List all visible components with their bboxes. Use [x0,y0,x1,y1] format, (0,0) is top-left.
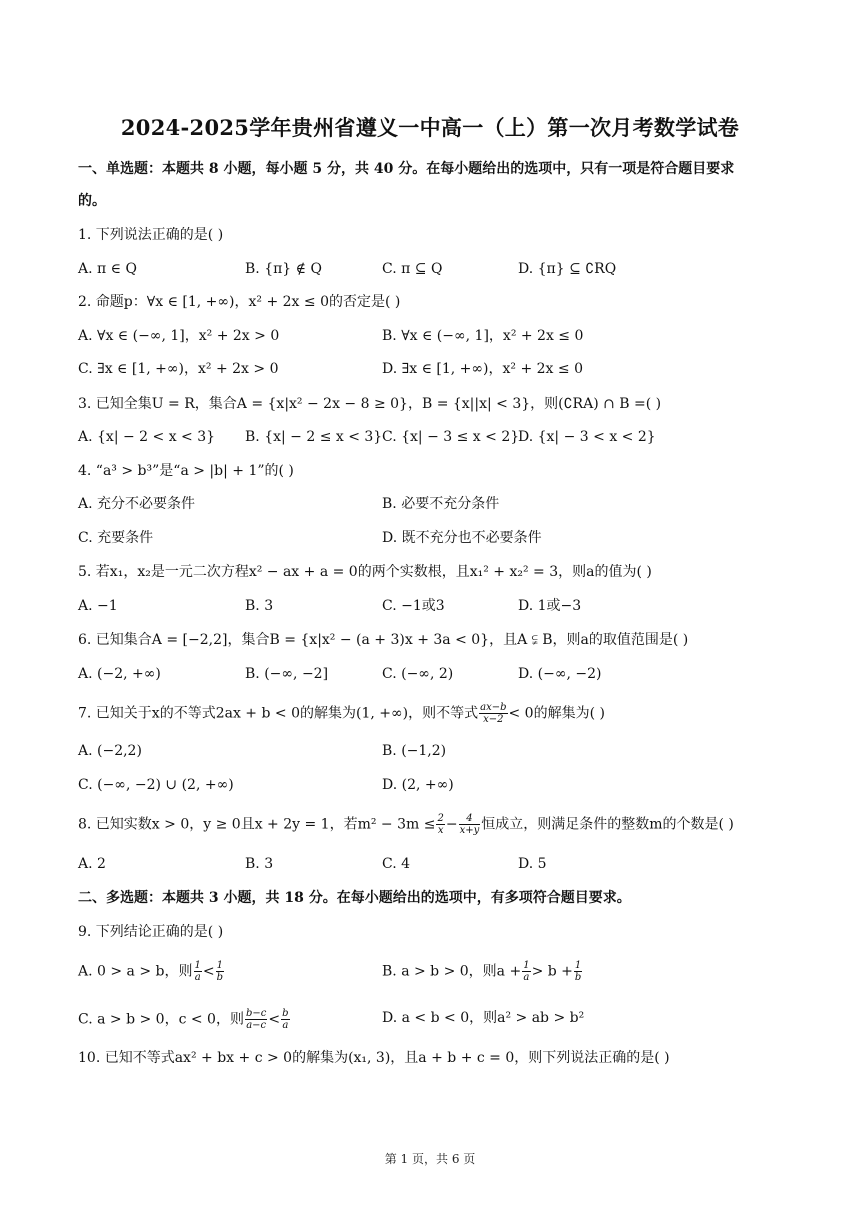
fraction-numerator: 1 [574,960,582,971]
question-3-option-d: D. {x| − 3 < x < 2} [518,429,656,445]
question-10-stem: 10. 已知不等式ax² + bx + c > 0的解集为(x₁, 3)，且a + b + c = 0，则下列说法正确的是( ) [78,1050,670,1066]
minus-sign: − [445,816,458,833]
question-6-option-a: A. (−2, +∞) [78,666,161,682]
fraction-denominator: b [216,972,224,983]
option-text: C. a > b > 0，c < 0，则 [78,1011,244,1028]
fraction-numerator: ax−b [480,702,507,713]
fraction-denominator: x+y [459,825,480,836]
question-8-fraction-2 [459,813,481,836]
fraction-numerator: 1 [194,960,201,971]
fraction-denominator: x−2 [483,714,504,725]
question-5-option-a: A. −1 [78,598,118,614]
fraction-denominator: x [437,825,444,836]
option-text: < [268,1011,281,1028]
question-1-stem: 1. 下列说法正确的是( ) [78,227,224,243]
question-6-option-d: D. (−∞, −2) [518,666,602,682]
fraction [281,1008,289,1031]
question-4-option-c: C. 充要条件 [78,530,154,546]
question-8-fraction-1 [436,813,444,836]
question-5-option-b: B. 3 [245,598,274,614]
fraction-numerator: 4 [459,813,481,825]
question-3-option-b: B. {x| − 2 ≤ x < 3} [245,429,383,445]
question-7-stem-part-2: < 0的解集为( ) [508,705,605,722]
option-text: B. a > b > 0，则a + [382,963,522,980]
question-7-fraction [479,702,507,725]
question-8-stem-part-1: 8. 已知实数x > 0，y ≥ 0且x + 2y = 1，若m² − 3m ≤ [78,816,436,833]
question-7-option-a: A. (−2,2) [78,743,142,759]
question-7-option-d: D. (2, +∞) [382,777,454,793]
section-2-heading: 二、多选题：本题共 3 小题，共 18 分。在每小题给出的选项中，有多项符合题目要求。 [78,890,631,906]
question-6-option-b: B. (−∞, −2] [245,666,329,682]
question-1-option-b: B. {π} ∉ Q [245,261,322,277]
question-9-option-b [382,960,583,983]
fraction-denominator: a [282,1020,289,1031]
question-9-stem: 9. 下列结论正确的是( ) [78,924,224,940]
question-5-stem: 5. 若x₁，x₂是一元二次方程x² − ax + a = 0的两个实数根，且x₁² + x₂² = 3，则a的值为( ) [78,564,652,580]
question-2-option-a: A. ∀x ∈ (−∞, 1]，x² + 2x > 0 [78,328,280,344]
question-7-stem-part-1: 7. 已知关于x的不等式2ax + b < 0的解集为(1, +∞)，则不等式 [78,705,479,722]
question-2-option-d: D. ∃x ∈ [1, +∞)，x² + 2x ≤ 0 [382,361,583,377]
question-8-option-d: D. 5 [518,856,547,872]
question-1-option-d: D. {π} ⊆ ∁RQ [518,261,617,277]
question-1-option-a: A. π ∈ Q [78,261,137,277]
question-8-option-c: C. 4 [382,856,411,872]
fraction [522,960,530,983]
question-4-stem: 4. “a³ > b³”是“a > |b| + 1”的( ) [78,463,294,479]
question-3-option-c: C. {x| − 3 ≤ x < 2} [382,429,520,445]
question-6-option-c: C. (−∞, 2) [382,666,454,682]
question-9-option-a [78,960,225,983]
section-1-heading-cont: 的。 [78,193,106,209]
question-2-option-c: C. ∃x ∈ [1, +∞)，x² + 2x > 0 [78,361,279,377]
fraction [216,960,224,983]
option-text: A. 0 > a > b，则 [78,963,193,980]
question-2-stem: 2. 命题p：∀x ∈ [1, +∞)，x² + 2x ≤ 0的否定是( ) [78,294,401,310]
fraction-numerator: 1 [523,960,530,971]
question-7-stem [78,702,605,725]
question-8-option-a: A. 2 [78,856,106,872]
fraction-numerator: 1 [216,960,223,971]
question-4-option-d: D. 既不充分也不必要条件 [382,530,542,546]
question-6-stem: 6. 已知集合A = [−2,2]，集合B = {x|x² − (a + 3)x + 3a < 0}，且A ⫋ B，则a的取值范围是( ) [78,632,689,648]
option-text: > b + [531,963,573,980]
question-4-option-b: B. 必要不充分条件 [382,496,500,512]
question-7-option-c: C. (−∞, −2) ∪ (2, +∞) [78,777,234,793]
fraction-numerator: b−c [245,1008,267,1019]
page-footer: 第 1 页，共 6 页 [384,1152,476,1166]
question-9-option-d: D. a < b < 0，则a² > ab > b² [382,1010,585,1026]
question-3-option-a: A. {x| − 2 < x < 3} [78,429,216,445]
question-7-option-b: B. (−1,2) [382,743,447,759]
page-title: 2024-2025学年贵州省遵义一中高一（上）第一次月考数学试卷 [120,115,740,140]
option-text: < [202,963,215,980]
question-4-option-a: A. 充分不必要条件 [78,496,196,512]
question-3-stem: 3. 已知全集U = R，集合A = {x|x² − 2x − 8 ≥ 0}，B = {x||x| < 3}，则(∁RA) ∩ B =( ) [78,396,662,412]
question-8-option-b: B. 3 [245,856,274,872]
fraction [574,960,582,983]
question-5-option-c: C. −1或3 [382,598,445,614]
fraction [245,1008,267,1031]
question-2-option-b: B. ∀x ∈ (−∞, 1]，x² + 2x ≤ 0 [382,328,584,344]
section-1-heading: 一、单选题：本题共 8 小题，每小题 5 分，共 40 分。在每小题给出的选项中，只有一项是符合题目要求 [78,161,735,177]
question-5-option-d: D. 1或−3 [518,598,582,614]
fraction-denominator: a [194,972,201,983]
fraction-numerator: b [282,1008,289,1019]
fraction [194,960,202,983]
fraction-denominator: a−c [246,1020,267,1031]
question-8-stem-part-2: 恒成立，则满足条件的整数m的个数是( ) [481,816,734,833]
fraction-numerator: 2 [437,813,444,824]
fraction-denominator: b [574,972,582,983]
question-1-option-c: C. π ⊆ Q [382,261,443,277]
fraction-denominator: a [523,972,530,983]
question-9-option-c [78,1008,291,1031]
question-8-stem [78,813,734,836]
